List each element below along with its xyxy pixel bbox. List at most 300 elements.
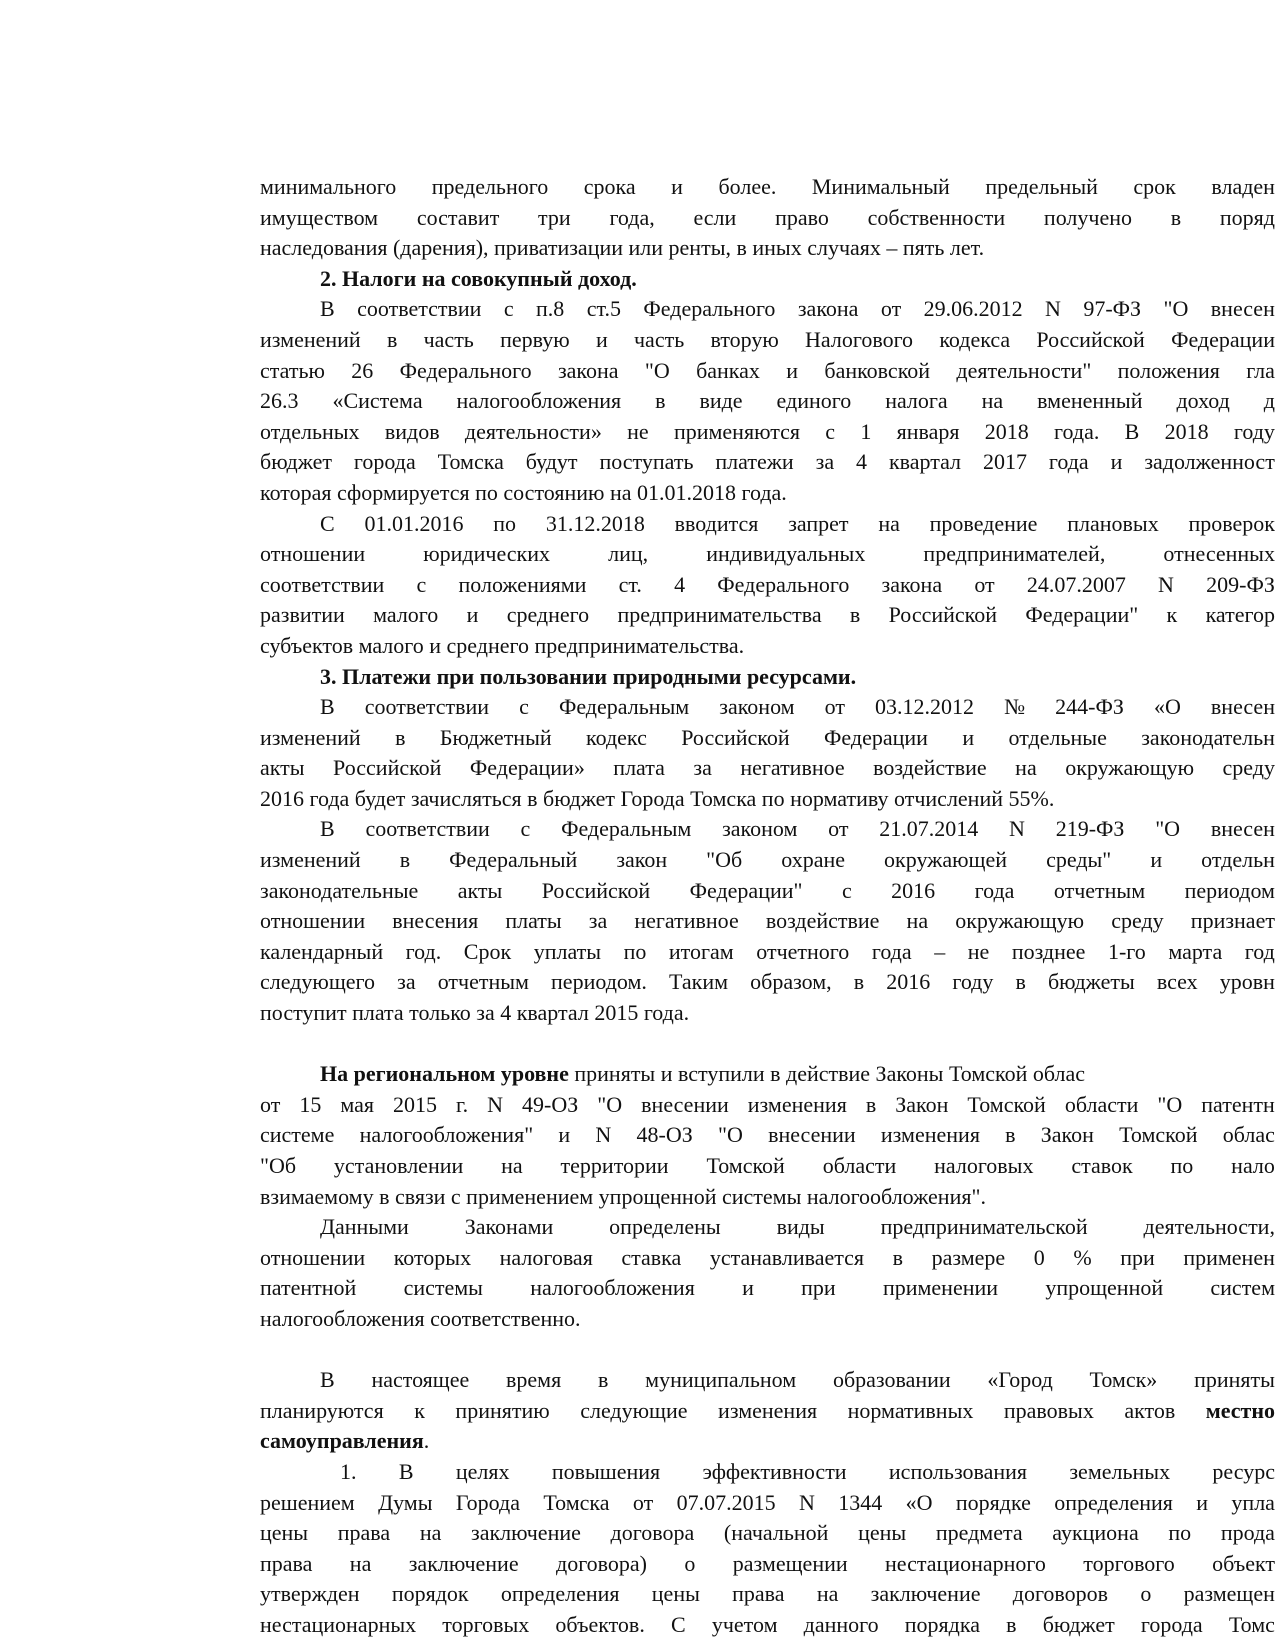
word: от [632, 1489, 654, 1515]
word: облас [1222, 1122, 1275, 1148]
word: данного [803, 1611, 879, 1637]
text-line [260, 1029, 1275, 1060]
word: В [320, 1367, 335, 1393]
word: Федерации [824, 724, 928, 750]
word: окружающую [955, 908, 1085, 934]
word: N [1009, 816, 1025, 842]
word: 21.07.2014 [879, 816, 979, 842]
word: заключение [471, 1520, 581, 1546]
word: вторую [710, 326, 779, 352]
word: 244-ФЗ [1055, 694, 1124, 720]
word: Российской [333, 755, 442, 781]
word: нестационарного [885, 1550, 1046, 1576]
word: 0 [1033, 1244, 1045, 1270]
text-line [260, 172, 1275, 203]
word: 2018 [1164, 418, 1209, 444]
text-line [260, 967, 1275, 998]
word: договоров [1012, 1581, 1109, 1607]
word: объект [1212, 1550, 1275, 1576]
word: будут [525, 449, 578, 475]
word: на [349, 1550, 372, 1576]
word: внесен [1210, 816, 1275, 842]
word: 1 [860, 418, 872, 444]
word: и [786, 357, 799, 383]
word: Данными [320, 1214, 409, 1240]
word: на [501, 1153, 523, 1178]
text-line [260, 509, 1275, 540]
text-line: которая сформируется по состоянию на 01.01.2018 года. [260, 479, 787, 505]
word: марта [1168, 938, 1223, 964]
word: соответствии [364, 694, 490, 720]
word: договора [610, 1520, 695, 1546]
word: образом, [750, 969, 832, 995]
word: цены [651, 1581, 700, 1607]
word: повышения [551, 1458, 661, 1484]
word: Федерального [643, 296, 776, 322]
document-body [260, 172, 1275, 1641]
word: соответствии [365, 816, 490, 842]
word: платежи [715, 449, 794, 475]
word: и [1196, 1489, 1209, 1515]
word: "Об [260, 1153, 297, 1178]
word: часть [423, 326, 474, 352]
text-line [260, 1151, 1275, 1182]
word: окружающей [884, 847, 1008, 873]
word: уплаты [533, 938, 602, 964]
word: всех [1156, 969, 1198, 995]
word: 219-ФЗ [1055, 816, 1125, 842]
word: вводится [674, 510, 759, 536]
word: «Город [987, 1367, 1053, 1393]
text-line [260, 1426, 1275, 1457]
word: заключение [408, 1550, 519, 1576]
text-line [260, 539, 1275, 570]
word: 1. [340, 1458, 357, 1484]
word: на [981, 388, 1004, 414]
word: порядке [955, 1489, 1031, 1515]
word: кодекса [939, 326, 1011, 352]
word: года, [609, 204, 655, 230]
word: законодательн [1141, 724, 1275, 750]
word: правовых [1003, 1397, 1094, 1423]
text-line [260, 1059, 1275, 1090]
word: ст. [618, 571, 642, 597]
word: в [892, 1244, 904, 1270]
word: отчетным [1053, 877, 1146, 903]
word: и [671, 174, 683, 199]
word: С [670, 1611, 686, 1637]
word: и [595, 326, 608, 352]
word: определения [1054, 1489, 1173, 1515]
word: цены [260, 1520, 309, 1546]
word: Закон [1040, 1122, 1094, 1148]
word: предпринимательства [617, 602, 822, 628]
text-line [260, 1549, 1275, 1580]
word: кодекс [586, 724, 647, 750]
word: на [1015, 755, 1037, 781]
word: 4 [856, 449, 868, 475]
word: внесении [641, 1091, 729, 1117]
word: и [962, 724, 975, 750]
word: территории [560, 1153, 669, 1178]
word: Законами [464, 1214, 554, 1240]
word: патентной [260, 1275, 357, 1301]
word: от [828, 816, 849, 842]
word: лиц, [608, 541, 649, 567]
text-line [260, 1579, 1275, 1610]
word: деятельности, [1143, 1214, 1275, 1240]
word: при [801, 1275, 836, 1301]
word: N [1158, 571, 1174, 597]
word: года [871, 938, 912, 964]
word: принятию [455, 1397, 550, 1423]
word: 07.07.2015 [676, 1489, 776, 1515]
word: нестационарных [260, 1611, 417, 1637]
word: «О [905, 1489, 933, 1515]
word: порядок [391, 1581, 469, 1607]
word: аукциона [1052, 1520, 1139, 1546]
word: п.8 [536, 296, 565, 322]
word: более. [718, 174, 777, 199]
word: земельных [1069, 1458, 1171, 1484]
word: налоговых [934, 1153, 1034, 1178]
word: города [1140, 1611, 1203, 1637]
word: в [865, 1091, 877, 1117]
word: в [853, 969, 865, 995]
text-line [260, 1488, 1275, 1519]
line-text: приняты и вступили в действие Законы Томской облас [568, 1061, 1086, 1087]
word: систем [1210, 1275, 1275, 1301]
word: год. [405, 938, 442, 964]
word: от [974, 571, 995, 597]
word: закон [616, 847, 668, 873]
word: виды [776, 1214, 825, 1240]
word: Томска [543, 1489, 610, 1515]
word: "Об [706, 847, 743, 873]
text-line [260, 1335, 1275, 1366]
word: воздействие [765, 908, 880, 934]
word: закона [557, 357, 619, 383]
word: составит [416, 204, 500, 230]
word: нало [1231, 1153, 1275, 1178]
text-line [260, 1457, 1275, 1488]
word: плата [613, 755, 665, 781]
word: от [824, 694, 845, 720]
word: на [419, 1520, 442, 1546]
text-line [260, 876, 1275, 907]
word: законом [719, 694, 795, 720]
word: заключение [870, 1581, 981, 1607]
word: охране [781, 847, 846, 873]
word: и [558, 1122, 571, 1148]
word: банковской [824, 357, 931, 383]
word: Федерации" [689, 877, 803, 903]
word: N [1045, 296, 1061, 322]
word: д [1263, 388, 1275, 414]
word: "О [597, 1091, 623, 1117]
word: объектов. [555, 1611, 645, 1637]
text-line [260, 1120, 1275, 1151]
word: в [399, 847, 411, 873]
word: области [1064, 1091, 1139, 1117]
text-line: 2016 года будет зачисляться в бюджет Города Томска по нормативу отчислений 55%. [260, 785, 1055, 811]
word: юридических [423, 541, 550, 567]
word: применяются [673, 418, 800, 444]
word: настоящее [371, 1367, 470, 1393]
word: Российской [681, 724, 790, 750]
word: деятельности" [956, 357, 1092, 383]
word: ставка [621, 1244, 682, 1270]
word: среду [1222, 755, 1275, 781]
word: актов [1124, 1397, 1176, 1423]
word: применен [1183, 1244, 1275, 1270]
word: года [974, 877, 1015, 903]
word: по [1168, 1520, 1192, 1546]
word: бюджет [260, 449, 332, 475]
word: развитии [260, 602, 345, 628]
word: соответствии [260, 571, 385, 597]
text-line: взимаемому в связи с применением упрощенной системы налогообложения". [260, 1183, 986, 1209]
text-line [260, 845, 1275, 876]
word: отчетного [756, 938, 850, 964]
text-line: субъектов малого и среднего предпринимательства. [260, 632, 745, 658]
word: целях [455, 1458, 510, 1484]
word: 1-го [1107, 938, 1146, 964]
word: муниципальном [645, 1367, 797, 1393]
word: закона [797, 296, 859, 322]
word: году [1233, 418, 1275, 444]
word: итогам [668, 938, 734, 964]
word: Минимальный [811, 174, 950, 199]
word: 15 [299, 1091, 322, 1117]
word: среды" [1046, 847, 1112, 873]
word: размещении [732, 1550, 848, 1576]
word: Российской [541, 877, 651, 903]
word: по [1170, 1153, 1194, 1178]
word: упрощенной [1045, 1275, 1164, 1301]
word: нормативных [847, 1397, 974, 1423]
word: с [519, 694, 529, 720]
word: 209-ФЗ [1206, 571, 1275, 597]
word: N [487, 1091, 503, 1117]
word: три [538, 204, 571, 230]
word: изменения [880, 1122, 980, 1148]
word: изменения [718, 1397, 818, 1423]
word: положениями [458, 571, 587, 597]
word: предельного [431, 174, 549, 199]
word: с [841, 877, 852, 903]
word: Федеральным [561, 816, 692, 842]
word: Федерации» [469, 755, 585, 781]
word: за [815, 449, 835, 475]
word: отношении [260, 541, 366, 567]
word: квартал [888, 449, 962, 475]
word: в [395, 724, 406, 750]
word: внесен [1210, 694, 1275, 720]
word: статью [260, 357, 325, 383]
word: N [798, 1489, 815, 1515]
word: отношении [260, 1244, 366, 1270]
word: деятельности» [464, 418, 602, 444]
word: Бюджетный [439, 724, 552, 750]
word: размере [931, 1244, 1006, 1270]
word: прода [1220, 1520, 1275, 1546]
word: (начальной [723, 1520, 829, 1546]
word: часть [633, 326, 685, 352]
word: и [1150, 847, 1163, 873]
word: уровн [1219, 969, 1275, 995]
word: среднего [506, 602, 590, 628]
word: В [1124, 418, 1140, 444]
text-line [260, 1518, 1275, 1549]
word: от [260, 1091, 281, 1117]
word: календарный [260, 938, 384, 964]
text-line [260, 1273, 1275, 1304]
word: "О [1157, 1091, 1183, 1117]
word: виде [699, 388, 743, 414]
word: утвержден [260, 1581, 360, 1607]
word: 26 [351, 357, 374, 383]
text-line [260, 937, 1275, 968]
word: Думы [378, 1489, 433, 1515]
word: 26.3 [260, 388, 299, 414]
word: 2015 [393, 1091, 438, 1117]
word: 2016 [891, 877, 936, 903]
word: законом [722, 816, 798, 842]
word: патентн [1201, 1091, 1275, 1117]
text-line [260, 1365, 1275, 1396]
word: В [320, 296, 335, 322]
word: Федерации [1171, 326, 1275, 352]
word: законодательные [260, 877, 419, 903]
word: системе [260, 1122, 335, 1148]
word: изменений [260, 326, 361, 352]
word: порядка [904, 1611, 980, 1637]
word: решением [260, 1489, 355, 1515]
word: запрет [788, 510, 849, 536]
word: о [684, 1550, 696, 1576]
word: 31.12.2018 [545, 510, 645, 536]
word: банках [696, 357, 760, 383]
section-heading: 3. Платежи при пользовании природными ресурсами. [320, 663, 857, 689]
word: время [506, 1367, 562, 1393]
word: которых [393, 1244, 472, 1270]
word: Российской [888, 602, 998, 628]
word: № [1004, 694, 1026, 720]
word: Томской [967, 1091, 1046, 1117]
word: году [952, 969, 994, 995]
word: внесения [392, 908, 479, 934]
word: Города [455, 1489, 520, 1515]
word: цены [858, 1520, 907, 1546]
word: года [1048, 449, 1089, 475]
word: 01.01.2016 [364, 510, 464, 536]
word: устанавливается [709, 1244, 865, 1270]
word: негативное [634, 908, 739, 934]
word: Налогового [805, 326, 914, 352]
word: акты [260, 755, 305, 781]
word: в [1170, 204, 1182, 230]
word: отдельные [1008, 724, 1107, 750]
word: использования [888, 1458, 1028, 1484]
word: учетом [711, 1611, 778, 1637]
text-line [260, 294, 1275, 325]
word: 97-ФЗ [1083, 296, 1142, 322]
word: налогообложения [530, 1275, 695, 1301]
word: 4 [674, 571, 686, 597]
word: права [260, 1550, 313, 1576]
word: Федеральный [449, 847, 578, 873]
word: планируются [260, 1397, 384, 1423]
word: с [416, 571, 427, 597]
section-heading: 2. Налоги на совокупный доход. [320, 265, 637, 291]
word: января [896, 418, 960, 444]
word: размещен [1183, 1581, 1275, 1607]
word: В [320, 694, 335, 720]
word: и [1110, 449, 1123, 475]
word: положения [1117, 357, 1220, 383]
word: отдельн [1201, 847, 1275, 873]
word: предельный [985, 174, 1098, 199]
word: применении [882, 1275, 999, 1301]
word: плановых [1067, 510, 1159, 536]
word: за [588, 908, 608, 934]
word: ставок [1071, 1153, 1133, 1178]
word: поряд [1219, 204, 1275, 230]
word: год [1244, 938, 1275, 964]
word: налоговая [499, 1244, 593, 1270]
bold-tail: местно [1205, 1397, 1275, 1423]
word: признает [1190, 908, 1275, 934]
word: 48-ОЗ [636, 1122, 693, 1148]
word: на [906, 908, 929, 934]
word: "О [1163, 296, 1189, 322]
word: установлении [333, 1153, 464, 1178]
text-line: поступит плата только за 4 квартал 2015 года. [260, 1000, 690, 1026]
word: приняты [1194, 1367, 1275, 1393]
word: в [1005, 1122, 1016, 1148]
word: платы [505, 908, 562, 934]
word: мая [340, 1091, 375, 1117]
text-line [260, 356, 1275, 387]
word: – [934, 938, 946, 964]
word: в [849, 602, 861, 628]
word: бюджеты [1047, 969, 1135, 995]
word: ресурс [1212, 1458, 1275, 1484]
word: акты [457, 877, 503, 903]
word: на [816, 1581, 839, 1607]
word: малого [373, 602, 439, 628]
word: следующего [260, 969, 376, 995]
word: Федерального [399, 357, 532, 383]
word: % [1073, 1244, 1092, 1270]
word: упла [1231, 1489, 1275, 1515]
word: 2018 [984, 418, 1029, 444]
word: изменений [260, 724, 361, 750]
word: «Система [332, 388, 423, 414]
word: налога [885, 388, 948, 414]
word: в [1015, 969, 1026, 995]
word: в [597, 1367, 609, 1393]
word: право [775, 204, 829, 230]
word: В [320, 816, 335, 842]
word: срок [1133, 174, 1176, 199]
word: на [878, 510, 900, 536]
word: ст.5 [586, 296, 621, 322]
word: В [398, 1458, 414, 1484]
text-line: наследования (дарения), приватизации или ренты, в иных случаях – пять лет. [260, 235, 985, 261]
word: и [466, 602, 479, 628]
